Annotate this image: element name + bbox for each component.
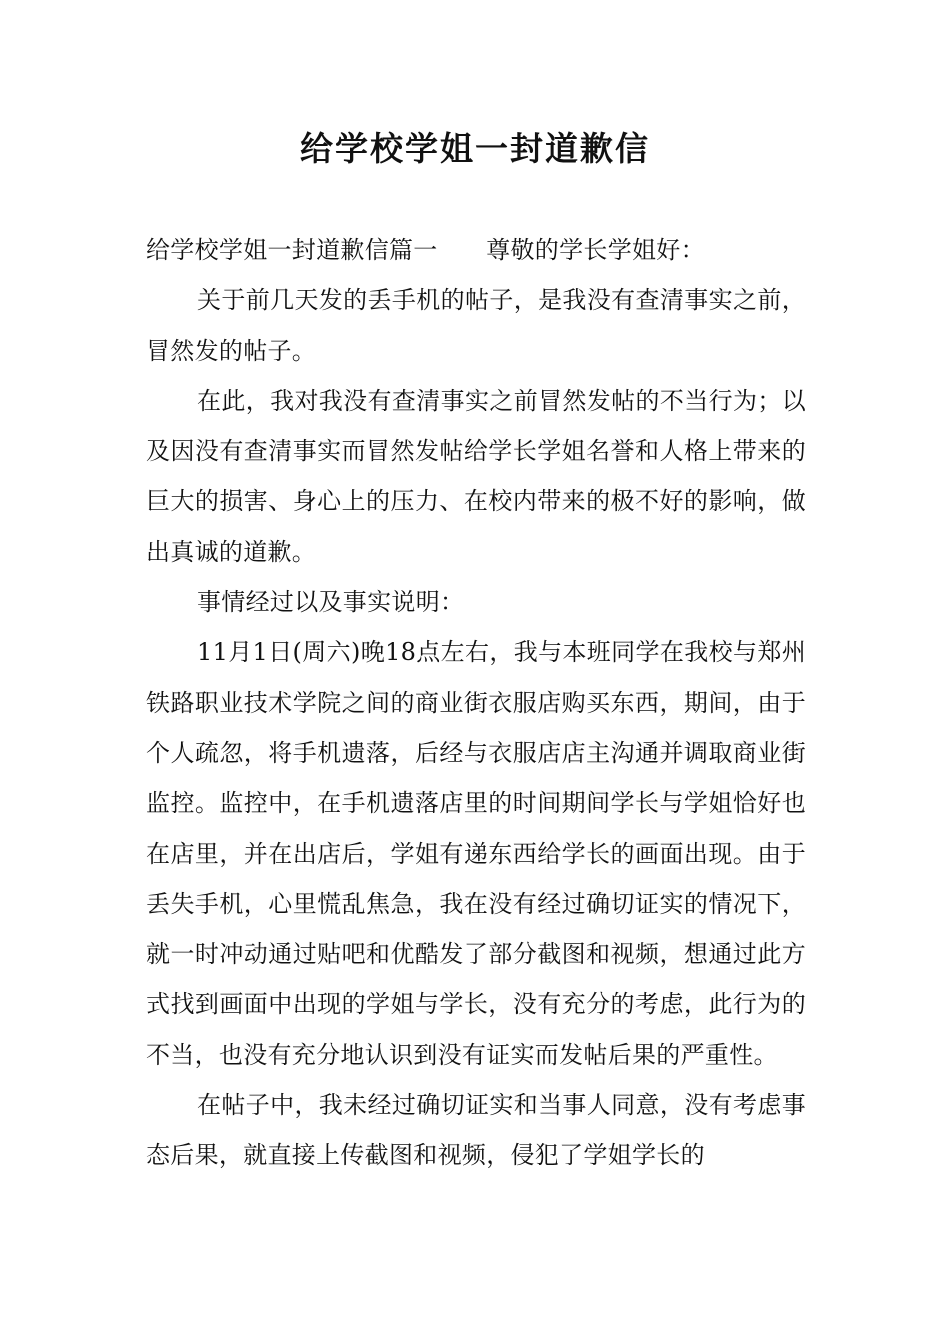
document-body [146, 225, 806, 1181]
paragraph: 关于前几天发的丢手机的帖子，是我没有查清事实之前，冒然发的帖子。 [146, 286, 806, 365]
paragraph: 在帖子中，我未经过确切证实和当事人同意，没有考虑事态后果，就直接上传截图和视频，侵犯了学姐学长的 [146, 1091, 806, 1170]
paragraph: 在此，我对我没有查清事实之前冒然发帖的不当行为；以及因没有查清事实而冒然发帖给学长学姐名誉和人格上带来的巨大的损害、身心上的压力、在校内带来的极不好的影响，做出真诚的道歉。 [146, 386, 806, 566]
paragraph: 事情经过以及事实说明： [197, 588, 465, 617]
document-title: 给学校学姐一封道歉信 [300, 129, 650, 168]
paragraph: 11月1日(周六)晚18点左右，我与本班同学在我校与郑州铁路职业技术学院之间的商业街衣服店购买东西，期间，由于个人疏忽，将手机遗落，后经与衣服店店主沟通并调取商业街监控。监控中，在手机遗落店里的时间期间学长与学姐恰好也在店里，并在出店后，学姐有递东西给学长的画面出现。由于丢失手机，心里慌乱焦急，我在没有经过确切证实的情况下，就一时冲动通过贴吧和优酷发了部分截图和视频，想通过此方式找到画面中出现的学姐与学长，没有充分的考虑，此行为的不当，也没有充分地认识到没有证实而发帖后果的严重性。 [146, 638, 806, 1069]
greeting-line: 给学校学姐一封道歉信篇一 尊敬的学长学姐好： [146, 236, 705, 264]
